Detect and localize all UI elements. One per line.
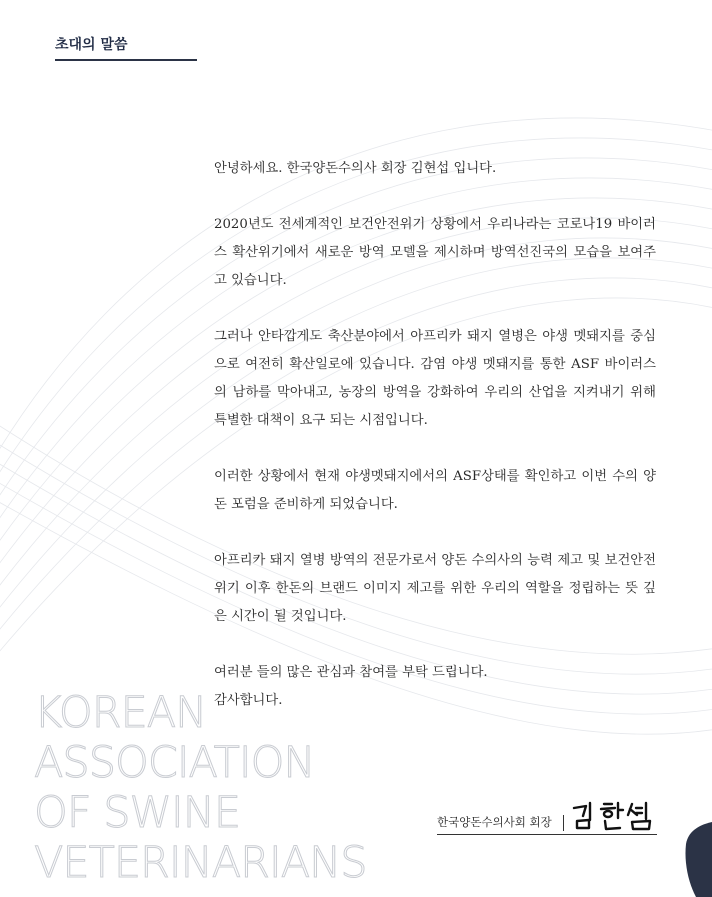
section-title: 초대의 말씀 — [55, 37, 128, 53]
letter-paragraph: 아프리카 돼지 열병 방역의 전문가로서 양돈 수의사의 능력 제고 및 보건안전위기 이후 한돈의 브랜드 이미지 제고를 위한 우리의 역할을 정립하는 뜻 깊은 시간이 될 것입니다. — [214, 553, 656, 624]
handwritten-signature — [570, 800, 658, 832]
letter-paragraph: 2020년도 전세계적인 보건안전위기 상황에서 우리나라는 코로나19 바이러스 확산위기에서 새로운 방역 모델을 제시하며 방역선진국의 모습을 보여주고 있습니다. — [214, 217, 656, 288]
watermark-line: ASSOCIATION — [34, 738, 315, 788]
section-title-underline — [55, 59, 197, 61]
watermark-line: KOREAN — [34, 688, 207, 738]
association-watermark — [34, 688, 367, 888]
watermark-line: VETERINARIANS — [34, 838, 367, 888]
closing-line: 여러분 들의 많은 관심과 참여를 부탁 드립니다. — [214, 665, 488, 680]
letter-paragraph: 이러한 상황에서 현재 야생멧돼지에서의 ASF상태를 확인하고 이번 수의 양돈 포럼을 준비하게 되었습니다. — [214, 469, 656, 512]
letter-paragraph: 그러나 안타깝게도 축산분야에서 아프리카 돼지 열병은 야생 멧돼지를 중심으로 여전히 확산일로에 있습니다. 감염 야생 멧돼지를 통한 ASF 바이러스의 남하를 막아내고, 농장의 방역을 강화하여 우리의 산업을 지켜내기 위해 특별한 대책이 요구 되는 시점입니다. — [214, 329, 656, 428]
letter-paragraph: 안녕하세요. 한국양돈수의사 회장 김현섭 입니다. — [214, 161, 497, 176]
watermark-line: OF SWINE — [34, 788, 241, 838]
signature-block — [437, 802, 657, 835]
corner-decoration — [682, 822, 712, 897]
signature-title: 한국양돈수의사회 회장 — [437, 815, 552, 829]
closing-line: 감사합니다. — [214, 693, 283, 708]
signature-divider — [563, 815, 564, 831]
invitation-letter — [214, 155, 656, 715]
